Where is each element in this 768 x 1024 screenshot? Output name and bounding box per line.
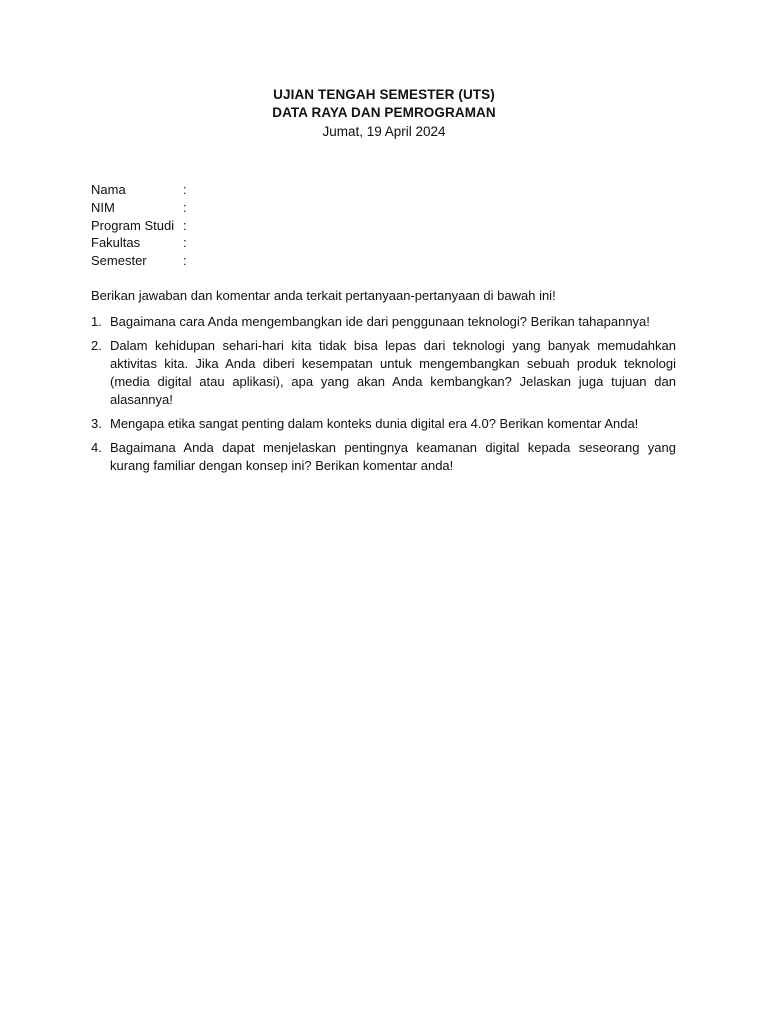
identity-label: Fakultas (91, 235, 141, 251)
identity-colon: : (183, 253, 187, 269)
course-title: DATA RAYA DAN PEMROGRAMAN (272, 105, 496, 120)
exam-title: UJIAN TENGAH SEMESTER (UTS) (273, 87, 495, 102)
question-number: 1. (91, 314, 102, 329)
identity-colon: : (183, 182, 187, 197)
question-text: Bagaimana Anda dapat menjelaskan pentingnya keamanan digital kepada seseorang yang kurang familiar dengan konsep ini? Berikan komentar anda! (110, 440, 676, 474)
question-item (91, 337, 676, 408)
exam-header (0, 86, 768, 141)
question-text: Dalam kehidupan sehari-hari kita tidak bisa lepas dari teknologi yang banyak memudahkan aktivitas kita. Jika Anda diberi kesempatan untuk mengembangkan sebuah produk teknologi (media digital atau aplikasi), apa yang akan Anda kembangkan? Jelaskan juga tujuan dan alasannya! (110, 338, 676, 407)
identity-label: NIM (91, 199, 115, 215)
student-identity-form (91, 181, 193, 270)
question-list (91, 313, 676, 481)
question-text: Mengapa etika sangat penting dalam konteks dunia digital era 4.0? Berikan komentar Anda! (110, 415, 639, 431)
identity-label: Program Studi (91, 217, 175, 233)
identity-label: Nama (91, 182, 126, 197)
identity-row-nim (91, 199, 193, 217)
identity-row-program-studi (91, 217, 193, 235)
identity-colon: : (183, 217, 187, 233)
identity-label: Semester (91, 253, 147, 269)
question-number: 2. (91, 338, 102, 354)
identity-row-fakultas (91, 234, 193, 252)
question-item (91, 415, 676, 433)
instructions-text: Berikan jawaban dan komentar anda terkait pertanyaan-pertanyaan di bawah ini! (91, 288, 556, 303)
question-item (91, 313, 676, 331)
question-number: 4. (91, 440, 102, 456)
identity-colon: : (183, 199, 187, 215)
question-number: 3. (91, 415, 102, 431)
question-item (91, 439, 676, 475)
identity-colon: : (183, 235, 187, 251)
question-text: Bagaimana cara Anda mengembangkan ide dari penggunaan teknologi? Berikan tahapannya! (110, 314, 650, 329)
identity-row-semester (91, 252, 193, 270)
identity-row-nama (91, 181, 193, 199)
exam-date: Jumat, 19 April 2024 (322, 124, 446, 139)
